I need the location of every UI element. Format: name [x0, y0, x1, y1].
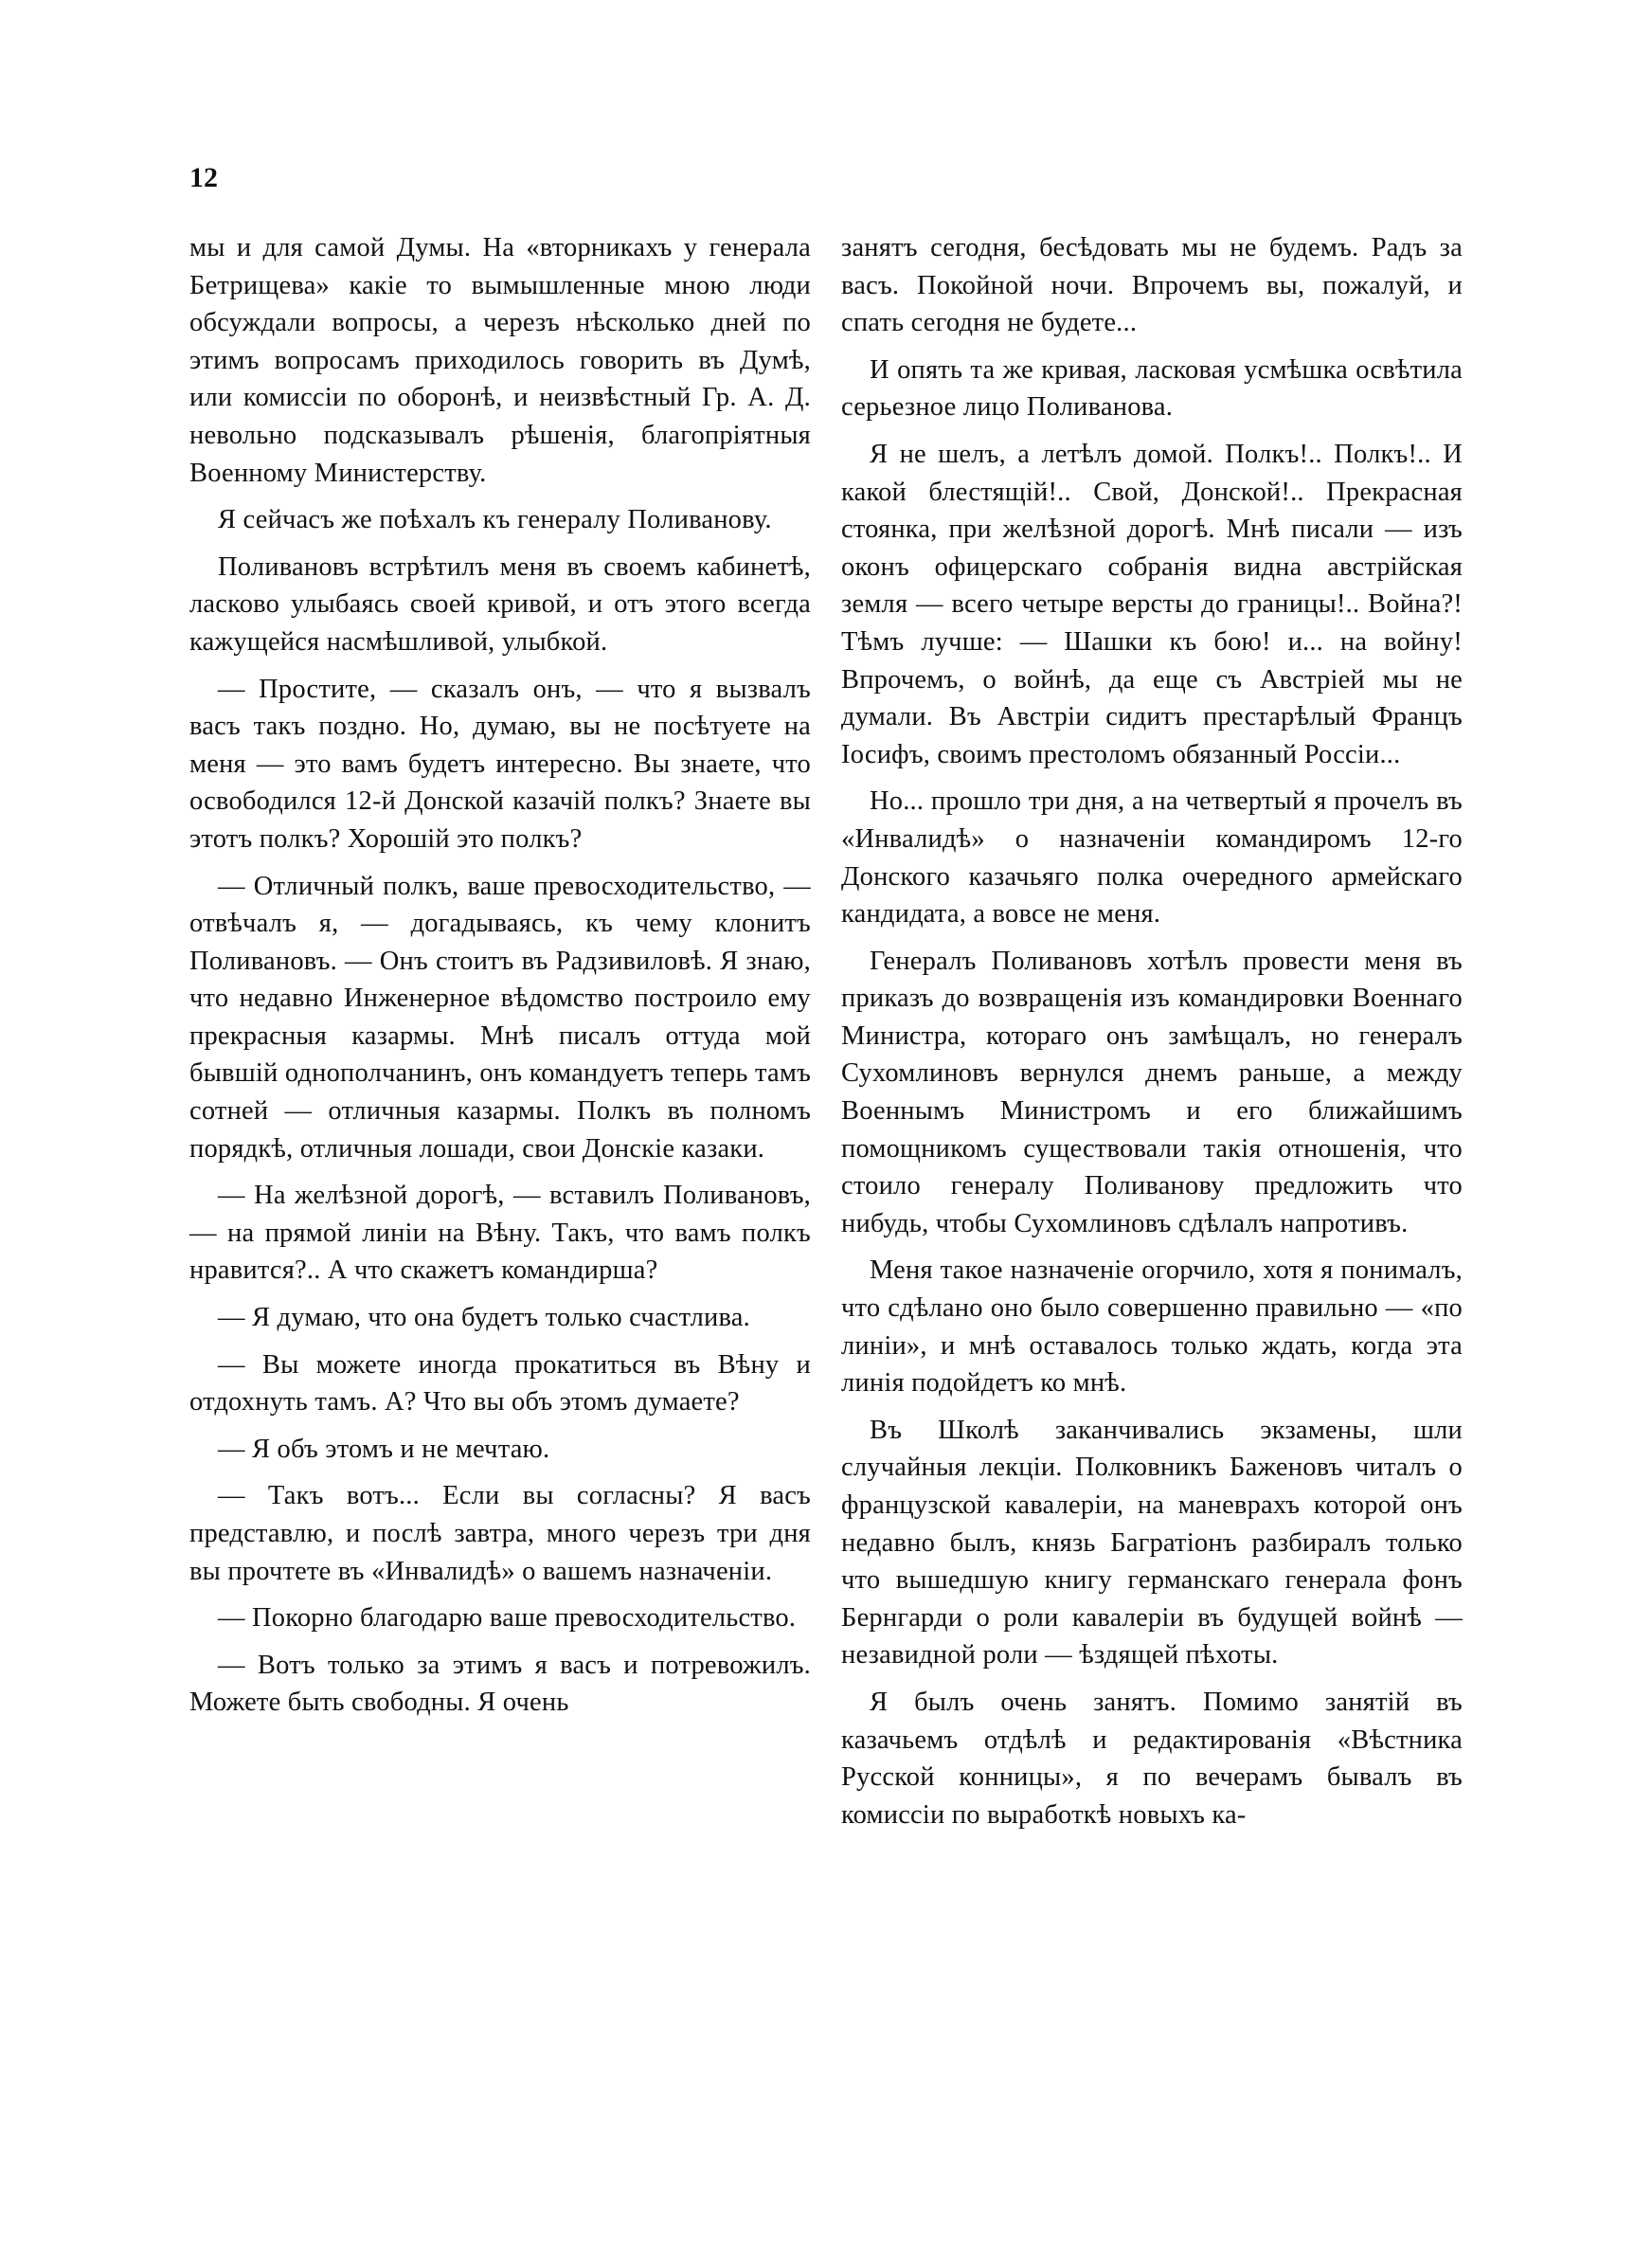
- paragraph: Въ Школѣ заканчивались экзамены, шли случайныя лекціи. Полковникъ Баженовъ читалъ о французской кавалеріи, на маневрахъ которой онъ недавно былъ, князь Багратіонъ разбиралъ только что вышедшую книгу германскаго генерала фонъ Бернгарди о роли кавалеріи въ будущей войнѣ — незавидной роли — ѣздящей пѣхоты.: [841, 1415, 1463, 1670]
- paragraph: Меня такое назначеніе огорчило, хотя я понималъ, что сдѣлано оно было совершенно правильно — «по линіи», и мнѣ оставалось только ждать, когда эта линія подойдетъ ко мнѣ.: [841, 1255, 1463, 1399]
- paragraph: И опять та же кривая, ласковая усмѣшка освѣтила серьезное лицо Поливанова.: [841, 354, 1463, 423]
- paragraph: — Простите, — сказалъ онъ, — что я вызвалъ васъ такъ поздно. Но, думаю, вы не посѣтуете на меня — это вамъ будетъ интересно. Вы знаете, что освободился 12-й Донской казачій полкъ? Знаете вы этотъ полкъ? Хорошій это полкъ?: [189, 674, 811, 854]
- paragraph: Но... прошло три дня, а на четвертый я прочелъ въ «Инвалидѣ» о назначеніи командиромъ 12-го Донского казачьяго полка очередного армейскаго кандидата, а вовсе не меня.: [841, 786, 1463, 930]
- paragraph: Поливановъ встрѣтилъ меня въ своемъ кабинетѣ, ласково улыбаясь своей кривой, и отъ этого всегда кажущейся насмѣшливой, улыбкой.: [189, 551, 811, 657]
- paragraph: Я сейчасъ же поѣхалъ къ генералу Поливанову.: [218, 505, 772, 535]
- paragraph: Я былъ очень занятъ. Помимо занятій въ казачьемъ отдѣлѣ и редактированія «Вѣстника Русской конницы», я по вечерамъ бывалъ въ комиссіи по выработкѣ новыхъ ка-: [841, 1687, 1463, 1830]
- left-column: [189, 229, 811, 1731]
- paragraph: — Я думаю, что она будетъ только счастлива.: [218, 1303, 750, 1333]
- paragraph: — Я объ этомъ и не мечтаю.: [218, 1434, 550, 1464]
- paragraph: — Вотъ только за этимъ я васъ и потревожилъ. Можете быть свободны. Я очень: [189, 1650, 811, 1718]
- paragraph: — Такъ вотъ... Если вы согласны? Я васъ представлю, и послѣ завтра, много черезъ три дня вы прочтете въ «Инвалидѣ» о вашемъ назначеніи.: [189, 1481, 811, 1586]
- paragraph: мы и для самой Думы. На «вторникахъ у генерала Бетрищева» какіе то вымышленные мною люди обсуждали вопросы, а черезъ нѣсколько дней по этимъ вопросамъ приходилось говорить въ Думѣ, или комиссіи по оборонѣ, и неизвѣстный Гр. А. Д. невольно подсказывалъ рѣшенія, благопріятныя Военному Министерству.: [189, 233, 811, 488]
- paragraph: занятъ сегодня, бесѣдовать мы не будемъ. Радъ за васъ. Покойной ночи. Впрочемъ вы, пожалуй, и спать сегодня не будете...: [841, 233, 1463, 338]
- paragraph: Генералъ Поливановъ хотѣлъ провести меня въ приказъ до возвращенія изъ командировки Военнаго Министра, котораго онъ замѣщалъ, но генералъ Сухомлиновъ вернулся днемъ раньше, а между Военнымъ Министромъ и его ближайшимъ помощникомъ существовали такія отношенія, что стоило генералу Поливанову предложить что нибудь, чтобы Сухомлиновъ сдѣлалъ напротивъ.: [841, 946, 1463, 1238]
- paragraph: — Покорно благодарю ваше превосходительство.: [218, 1603, 797, 1634]
- paragraph: — На желѣзной дорогѣ, — вставилъ Поливановъ, — на прямой линіи на Вѣну. Такъ, что вамъ полкъ нравится?.. А что скажетъ командирша?: [189, 1181, 811, 1286]
- paragraph: — Отличный полкъ, ваше превосходительство, — отвѣчалъ я, — догадываясь, къ чему клонитъ Поливановъ. — Онъ стоитъ въ Радзивиловѣ. Я знаю, что недавно Инженерное вѣдомство построило ему прекрасныя казармы. Мнѣ писалъ оттуда мой бывшій однополчанинъ, онъ командуетъ теперь тамъ сотней — отличныя казармы. Полкъ въ полномъ порядкѣ, отличныя лошади, свои Донскіе казаки.: [189, 871, 811, 1164]
- right-column: [841, 229, 1463, 1843]
- paragraph: Я не шелъ, а летѣлъ домой. Полкъ!.. Полкъ!.. И какой блестящій!.. Свой, Донской!.. Прекрасная стоянка, при желѣзной дорогѣ. Мнѣ писали — изъ оконъ офицерскаго собранія видна австрійская земля — всего четыре версты до границы!.. Война?! Тѣмъ лучше: — Шашки къ бою! и... на войну! Впрочемъ, о войнѣ, да еще съ Австріей мы не думали. Въ Австріи сидитъ престарѣлый Францъ Іосифъ, своимъ престоломъ обязанный Россіи...: [841, 439, 1463, 769]
- page-number: 12: [189, 162, 218, 193]
- paragraph: — Вы можете иногда прокатиться въ Вѣну и отдохнуть тамъ. А? Что вы объ этомъ думаете?: [189, 1349, 811, 1417]
